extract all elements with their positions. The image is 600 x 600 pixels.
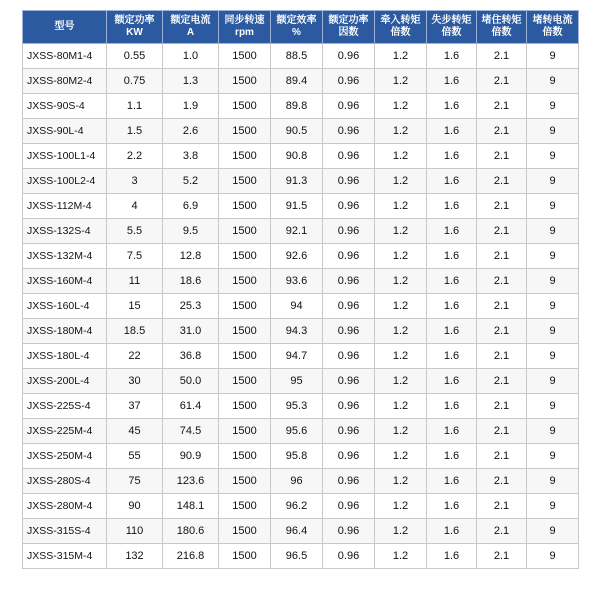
cell-locked-rotor-current: 9 — [527, 469, 579, 494]
table-body — [23, 44, 579, 569]
cell-rated-power: 11 — [107, 269, 163, 294]
cell-rated-power: 1.1 — [107, 94, 163, 119]
cell-locked-rotor-current: 9 — [527, 319, 579, 344]
cell-model: JXSS-160L-4 — [23, 294, 107, 319]
cell-pull-out-torque: 1.6 — [427, 344, 477, 369]
table-row — [23, 419, 579, 444]
table-row — [23, 94, 579, 119]
cell-rated-power: 132 — [107, 544, 163, 569]
cell-pull-out-torque: 1.6 — [427, 69, 477, 94]
cell-locked-rotor-torque: 2.1 — [477, 419, 527, 444]
cell-power-factor: 0.96 — [323, 219, 375, 244]
header-pull-in-torque — [375, 11, 427, 44]
header-power-factor — [323, 11, 375, 44]
cell-sync-speed: 1500 — [219, 394, 271, 419]
header-locked-rotor-current-unit: 倍数 — [542, 27, 563, 38]
cell-pull-out-torque: 1.6 — [427, 194, 477, 219]
cell-model: JXSS-315M-4 — [23, 544, 107, 569]
header-power-factor-unit: 因数 — [338, 27, 359, 38]
cell-power-factor: 0.96 — [323, 169, 375, 194]
cell-pull-out-torque: 1.6 — [427, 169, 477, 194]
cell-rated-power: 7.5 — [107, 244, 163, 269]
cell-rated-current: 5.2 — [163, 169, 219, 194]
cell-pull-out-torque: 1.6 — [427, 244, 477, 269]
cell-pull-in-torque: 1.2 — [375, 69, 427, 94]
cell-pull-in-torque: 1.2 — [375, 119, 427, 144]
cell-pull-out-torque: 1.6 — [427, 269, 477, 294]
cell-rated-power: 30 — [107, 369, 163, 394]
cell-pull-in-torque: 1.2 — [375, 369, 427, 394]
cell-rated-current: 2.6 — [163, 119, 219, 144]
header-power-factor-label: 额定功率 — [328, 15, 369, 26]
cell-rated-current: 25.3 — [163, 294, 219, 319]
cell-rated-efficiency: 95.3 — [271, 394, 323, 419]
cell-power-factor: 0.96 — [323, 444, 375, 469]
cell-model: JXSS-100L1-4 — [23, 144, 107, 169]
cell-model: JXSS-225S-4 — [23, 394, 107, 419]
header-rated-efficiency — [271, 11, 323, 44]
cell-rated-current: 1.0 — [163, 44, 219, 69]
cell-locked-rotor-torque: 2.1 — [477, 394, 527, 419]
cell-locked-rotor-current: 9 — [527, 394, 579, 419]
header-locked-rotor-current — [527, 11, 579, 44]
cell-power-factor: 0.96 — [323, 94, 375, 119]
cell-rated-power: 18.5 — [107, 319, 163, 344]
cell-model: JXSS-280M-4 — [23, 494, 107, 519]
cell-model: JXSS-80M1-4 — [23, 44, 107, 69]
cell-sync-speed: 1500 — [219, 119, 271, 144]
table-row — [23, 219, 579, 244]
cell-rated-power: 90 — [107, 494, 163, 519]
cell-pull-in-torque: 1.2 — [375, 344, 427, 369]
header-rated-current-label: 额定电流 — [170, 15, 211, 26]
header-model-label: 型号 — [54, 21, 75, 32]
cell-rated-power: 2.2 — [107, 144, 163, 169]
header-locked-rotor-torque-label: 堵住转矩 — [481, 15, 522, 26]
cell-rated-power: 37 — [107, 394, 163, 419]
cell-model: JXSS-132S-4 — [23, 219, 107, 244]
table-row — [23, 319, 579, 344]
cell-sync-speed: 1500 — [219, 369, 271, 394]
cell-rated-current: 9.5 — [163, 219, 219, 244]
spec-table-container — [22, 10, 578, 569]
cell-locked-rotor-current: 9 — [527, 194, 579, 219]
cell-locked-rotor-current: 9 — [527, 269, 579, 294]
cell-rated-current: 1.3 — [163, 69, 219, 94]
cell-rated-efficiency: 94.7 — [271, 344, 323, 369]
header-rated-power — [107, 11, 163, 44]
cell-sync-speed: 1500 — [219, 194, 271, 219]
cell-power-factor: 0.96 — [323, 394, 375, 419]
cell-pull-in-torque: 1.2 — [375, 244, 427, 269]
cell-locked-rotor-torque: 2.1 — [477, 469, 527, 494]
table-row — [23, 519, 579, 544]
cell-pull-in-torque: 1.2 — [375, 294, 427, 319]
cell-rated-current: 148.1 — [163, 494, 219, 519]
cell-model: JXSS-280S-4 — [23, 469, 107, 494]
cell-sync-speed: 1500 — [219, 244, 271, 269]
cell-rated-efficiency: 95.8 — [271, 444, 323, 469]
cell-pull-in-torque: 1.2 — [375, 544, 427, 569]
cell-locked-rotor-current: 9 — [527, 169, 579, 194]
cell-locked-rotor-torque: 2.1 — [477, 269, 527, 294]
cell-sync-speed: 1500 — [219, 444, 271, 469]
cell-model: JXSS-200L-4 — [23, 369, 107, 394]
cell-power-factor: 0.96 — [323, 194, 375, 219]
cell-sync-speed: 1500 — [219, 294, 271, 319]
cell-locked-rotor-torque: 2.1 — [477, 194, 527, 219]
table-row — [23, 444, 579, 469]
cell-rated-efficiency: 92.6 — [271, 244, 323, 269]
cell-model: JXSS-112M-4 — [23, 194, 107, 219]
cell-locked-rotor-torque: 2.1 — [477, 544, 527, 569]
cell-rated-efficiency: 91.5 — [271, 194, 323, 219]
table-row — [23, 369, 579, 394]
cell-rated-efficiency: 90.5 — [271, 119, 323, 144]
cell-locked-rotor-current: 9 — [527, 69, 579, 94]
cell-power-factor: 0.96 — [323, 369, 375, 394]
cell-model: JXSS-315S-4 — [23, 519, 107, 544]
cell-pull-out-torque: 1.6 — [427, 294, 477, 319]
cell-rated-current: 216.8 — [163, 544, 219, 569]
cell-rated-power: 75 — [107, 469, 163, 494]
table-row — [23, 494, 579, 519]
cell-pull-in-torque: 1.2 — [375, 94, 427, 119]
cell-rated-power: 45 — [107, 419, 163, 444]
cell-rated-efficiency: 90.8 — [271, 144, 323, 169]
cell-pull-in-torque: 1.2 — [375, 494, 427, 519]
cell-rated-power: 0.55 — [107, 44, 163, 69]
cell-sync-speed: 1500 — [219, 494, 271, 519]
cell-model: JXSS-225M-4 — [23, 419, 107, 444]
table-row — [23, 244, 579, 269]
cell-sync-speed: 1500 — [219, 419, 271, 444]
cell-pull-out-torque: 1.6 — [427, 119, 477, 144]
cell-locked-rotor-torque: 2.1 — [477, 319, 527, 344]
motor-spec-table — [22, 10, 579, 569]
cell-model: JXSS-132M-4 — [23, 244, 107, 269]
cell-power-factor: 0.96 — [323, 344, 375, 369]
table-row — [23, 169, 579, 194]
cell-pull-in-torque: 1.2 — [375, 269, 427, 294]
cell-model: JXSS-100L2-4 — [23, 169, 107, 194]
cell-pull-in-torque: 1.2 — [375, 394, 427, 419]
cell-power-factor: 0.96 — [323, 469, 375, 494]
cell-locked-rotor-torque: 2.1 — [477, 294, 527, 319]
header-rated-efficiency-label: 额定效率 — [276, 15, 317, 26]
table-row — [23, 144, 579, 169]
cell-model: JXSS-90S-4 — [23, 94, 107, 119]
cell-rated-efficiency: 96.4 — [271, 519, 323, 544]
cell-model: JXSS-90L-4 — [23, 119, 107, 144]
cell-sync-speed: 1500 — [219, 144, 271, 169]
cell-pull-out-torque: 1.6 — [427, 519, 477, 544]
cell-pull-out-torque: 1.6 — [427, 394, 477, 419]
cell-sync-speed: 1500 — [219, 344, 271, 369]
cell-locked-rotor-current: 9 — [527, 419, 579, 444]
cell-power-factor: 0.96 — [323, 144, 375, 169]
cell-locked-rotor-torque: 2.1 — [477, 94, 527, 119]
cell-locked-rotor-torque: 2.1 — [477, 219, 527, 244]
table-row — [23, 194, 579, 219]
cell-power-factor: 0.96 — [323, 419, 375, 444]
cell-pull-in-torque: 1.2 — [375, 419, 427, 444]
cell-power-factor: 0.96 — [323, 294, 375, 319]
cell-locked-rotor-torque: 2.1 — [477, 169, 527, 194]
cell-locked-rotor-current: 9 — [527, 244, 579, 269]
table-row — [23, 344, 579, 369]
cell-power-factor: 0.96 — [323, 119, 375, 144]
header-locked-rotor-torque-unit: 倍数 — [491, 27, 512, 38]
cell-pull-out-torque: 1.6 — [427, 144, 477, 169]
header-pull-out-torque-label: 失步转矩 — [431, 15, 472, 26]
cell-pull-out-torque: 1.6 — [427, 369, 477, 394]
cell-rated-current: 123.6 — [163, 469, 219, 494]
cell-sync-speed: 1500 — [219, 94, 271, 119]
cell-rated-efficiency: 92.1 — [271, 219, 323, 244]
table-header-row — [23, 11, 579, 44]
cell-rated-current: 74.5 — [163, 419, 219, 444]
header-pull-out-torque-unit: 倍数 — [441, 27, 462, 38]
cell-locked-rotor-current: 9 — [527, 544, 579, 569]
cell-pull-out-torque: 1.6 — [427, 544, 477, 569]
cell-locked-rotor-torque: 2.1 — [477, 494, 527, 519]
cell-locked-rotor-current: 9 — [527, 94, 579, 119]
cell-rated-current: 180.6 — [163, 519, 219, 544]
cell-pull-in-torque: 1.2 — [375, 194, 427, 219]
cell-rated-power: 55 — [107, 444, 163, 469]
cell-rated-current: 1.9 — [163, 94, 219, 119]
cell-pull-in-torque: 1.2 — [375, 319, 427, 344]
cell-pull-in-torque: 1.2 — [375, 444, 427, 469]
cell-rated-current: 36.8 — [163, 344, 219, 369]
cell-locked-rotor-current: 9 — [527, 519, 579, 544]
cell-locked-rotor-current: 9 — [527, 119, 579, 144]
cell-rated-current: 6.9 — [163, 194, 219, 219]
table-row — [23, 294, 579, 319]
header-rated-efficiency-unit: % — [292, 27, 301, 38]
header-pull-in-torque-unit: 倍数 — [390, 27, 411, 38]
cell-locked-rotor-current: 9 — [527, 444, 579, 469]
cell-rated-power: 110 — [107, 519, 163, 544]
cell-power-factor: 0.96 — [323, 544, 375, 569]
cell-rated-power: 4 — [107, 194, 163, 219]
cell-rated-power: 0.75 — [107, 69, 163, 94]
cell-rated-efficiency: 93.6 — [271, 269, 323, 294]
cell-locked-rotor-torque: 2.1 — [477, 44, 527, 69]
table-row — [23, 394, 579, 419]
cell-sync-speed: 1500 — [219, 319, 271, 344]
cell-rated-efficiency: 95 — [271, 369, 323, 394]
cell-power-factor: 0.96 — [323, 494, 375, 519]
cell-sync-speed: 1500 — [219, 469, 271, 494]
cell-rated-power: 22 — [107, 344, 163, 369]
header-sync-speed-label: 同步转速 — [224, 15, 265, 26]
cell-locked-rotor-current: 9 — [527, 219, 579, 244]
cell-locked-rotor-current: 9 — [527, 494, 579, 519]
cell-sync-speed: 1500 — [219, 44, 271, 69]
cell-model: JXSS-180M-4 — [23, 319, 107, 344]
cell-rated-current: 61.4 — [163, 394, 219, 419]
cell-rated-efficiency: 96.2 — [271, 494, 323, 519]
header-rated-current — [163, 11, 219, 44]
cell-sync-speed: 1500 — [219, 169, 271, 194]
cell-rated-current: 18.6 — [163, 269, 219, 294]
cell-rated-efficiency: 95.6 — [271, 419, 323, 444]
cell-locked-rotor-torque: 2.1 — [477, 444, 527, 469]
cell-rated-efficiency: 91.3 — [271, 169, 323, 194]
cell-rated-efficiency: 88.5 — [271, 44, 323, 69]
cell-sync-speed: 1500 — [219, 519, 271, 544]
cell-rated-current: 3.8 — [163, 144, 219, 169]
cell-pull-in-torque: 1.2 — [375, 519, 427, 544]
cell-pull-out-torque: 1.6 — [427, 469, 477, 494]
cell-locked-rotor-torque: 2.1 — [477, 519, 527, 544]
table-row — [23, 119, 579, 144]
header-model — [23, 11, 107, 44]
cell-pull-out-torque: 1.6 — [427, 444, 477, 469]
header-sync-speed — [219, 11, 271, 44]
cell-rated-efficiency: 94 — [271, 294, 323, 319]
cell-rated-power: 15 — [107, 294, 163, 319]
cell-locked-rotor-current: 9 — [527, 369, 579, 394]
table-row — [23, 469, 579, 494]
table-row — [23, 544, 579, 569]
cell-pull-in-torque: 1.2 — [375, 44, 427, 69]
cell-rated-efficiency: 94.3 — [271, 319, 323, 344]
cell-locked-rotor-current: 9 — [527, 144, 579, 169]
cell-locked-rotor-torque: 2.1 — [477, 69, 527, 94]
cell-model: JXSS-160M-4 — [23, 269, 107, 294]
header-rated-power-unit: KW — [126, 27, 143, 38]
cell-rated-current: 31.0 — [163, 319, 219, 344]
cell-pull-out-torque: 1.6 — [427, 44, 477, 69]
cell-pull-out-torque: 1.6 — [427, 319, 477, 344]
cell-power-factor: 0.96 — [323, 244, 375, 269]
cell-sync-speed: 1500 — [219, 69, 271, 94]
cell-rated-current: 90.9 — [163, 444, 219, 469]
cell-pull-out-torque: 1.6 — [427, 94, 477, 119]
cell-model: JXSS-250M-4 — [23, 444, 107, 469]
table-row — [23, 269, 579, 294]
cell-rated-efficiency: 89.8 — [271, 94, 323, 119]
cell-rated-current: 50.0 — [163, 369, 219, 394]
table-row — [23, 44, 579, 69]
cell-locked-rotor-torque: 2.1 — [477, 244, 527, 269]
cell-sync-speed: 1500 — [219, 219, 271, 244]
table-row — [23, 69, 579, 94]
header-pull-in-torque-label: 牵入转矩 — [380, 15, 421, 26]
cell-pull-in-torque: 1.2 — [375, 169, 427, 194]
cell-sync-speed: 1500 — [219, 269, 271, 294]
header-locked-rotor-current-label: 堵转电流 — [532, 15, 573, 26]
cell-power-factor: 0.96 — [323, 69, 375, 94]
cell-rated-efficiency: 89.4 — [271, 69, 323, 94]
cell-pull-out-torque: 1.6 — [427, 494, 477, 519]
cell-locked-rotor-current: 9 — [527, 44, 579, 69]
header-pull-out-torque — [427, 11, 477, 44]
cell-rated-power: 5.5 — [107, 219, 163, 244]
cell-locked-rotor-torque: 2.1 — [477, 369, 527, 394]
header-locked-rotor-torque — [477, 11, 527, 44]
cell-locked-rotor-torque: 2.1 — [477, 119, 527, 144]
cell-rated-efficiency: 96.5 — [271, 544, 323, 569]
cell-model: JXSS-180L-4 — [23, 344, 107, 369]
cell-pull-in-torque: 1.2 — [375, 219, 427, 244]
cell-rated-power: 1.5 — [107, 119, 163, 144]
cell-pull-out-torque: 1.6 — [427, 219, 477, 244]
header-sync-speed-unit: rpm — [235, 27, 254, 38]
cell-pull-in-torque: 1.2 — [375, 469, 427, 494]
cell-locked-rotor-current: 9 — [527, 294, 579, 319]
cell-locked-rotor-torque: 2.1 — [477, 344, 527, 369]
header-rated-current-unit: A — [186, 27, 195, 38]
cell-locked-rotor-current: 9 — [527, 344, 579, 369]
cell-power-factor: 0.96 — [323, 319, 375, 344]
cell-rated-efficiency: 96 — [271, 469, 323, 494]
cell-pull-out-torque: 1.6 — [427, 419, 477, 444]
cell-rated-current: 12.8 — [163, 244, 219, 269]
cell-rated-power: 3 — [107, 169, 163, 194]
cell-sync-speed: 1500 — [219, 544, 271, 569]
cell-power-factor: 0.96 — [323, 519, 375, 544]
cell-model: JXSS-80M2-4 — [23, 69, 107, 94]
cell-pull-in-torque: 1.2 — [375, 144, 427, 169]
header-rated-power-label: 额定功率 — [114, 15, 155, 26]
cell-power-factor: 0.96 — [323, 269, 375, 294]
cell-locked-rotor-torque: 2.1 — [477, 144, 527, 169]
cell-power-factor: 0.96 — [323, 44, 375, 69]
